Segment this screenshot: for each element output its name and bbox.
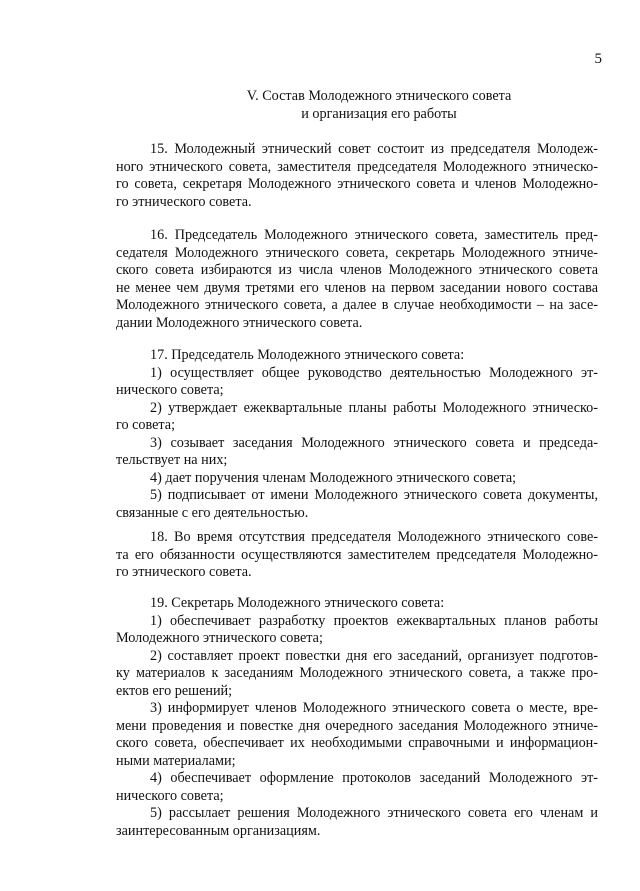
text-line: тельствует на них; bbox=[116, 452, 228, 468]
paragraph-15 bbox=[116, 141, 598, 211]
text-line: мени проведения и повестке дня очередного заседания Молодежного этниче- bbox=[116, 717, 598, 734]
text-line: ского совета избираются из числа членов Молодежного этнического совета bbox=[116, 262, 598, 278]
text-line: 1) обеспечивает разработку проектов ежеквартальных планов работы bbox=[150, 612, 598, 629]
text-line: ного этнического совета, заместителя председателя Молодежного этническо- bbox=[116, 158, 598, 175]
text-line: та его обязанности осуществляются заместителем председателя Молодежно- bbox=[116, 546, 598, 563]
section-title-line: и организация его работы bbox=[301, 105, 457, 122]
page-number: 5 bbox=[594, 51, 602, 67]
text-line: 3) информирует членов Молодежного этнического совета о месте, вре- bbox=[150, 700, 598, 716]
text-line: нического совета; bbox=[116, 382, 224, 398]
text-line: 15. Молодежный этнический совет состоит из председателя Молодеж- bbox=[150, 141, 598, 157]
text-line: ектов его решений; bbox=[116, 682, 233, 699]
text-line: дании Молодежного этнического совета. bbox=[116, 314, 363, 331]
text-line: седателя Молодежного этнического совета, секретарь Молодежного этниче- bbox=[116, 244, 598, 261]
text-line: ку материалов к заседаниям Молодежного этнического совета, а также про- bbox=[116, 665, 598, 681]
text-line: заинтересованным организациям. bbox=[116, 822, 321, 839]
text-line: го этнического совета. bbox=[116, 564, 252, 580]
text-line: го совета; bbox=[116, 417, 176, 433]
text-line: 16. Председатель Молодежного этнического совета, заместитель пред- bbox=[150, 227, 598, 243]
paragraph-17 bbox=[116, 347, 598, 522]
text-line: 1) осуществляет общее руководство деятельностью Молодежного эт- bbox=[150, 364, 598, 381]
text-line: 3) созывает заседания Молодежного этнического совета и председа- bbox=[150, 434, 598, 451]
text-line: 5) рассылает решения Молодежного этнического совета его членам и bbox=[150, 805, 598, 821]
text-line: 2) утверждает ежеквартальные планы работы Молодежного этническо- bbox=[150, 399, 598, 416]
text-line: не менее чем двумя третями его членов на первом заседании нового состава bbox=[116, 279, 598, 296]
paragraph-18 bbox=[116, 529, 598, 582]
text-line: 2) составляет проект повестки дня его заседаний, организует подготов- bbox=[150, 647, 598, 664]
text-line: 4) обеспечивает оформление протоколов заседаний Молодежного эт- bbox=[150, 770, 598, 786]
text-line: 17. Председатель Молодежного этнического совета: bbox=[150, 347, 465, 363]
text-line: 4) дает поручения членам Молодежного этнического совета; bbox=[150, 469, 517, 486]
text-line: Молодежного этнического совета, а далее в случае необходимости – на засе- bbox=[116, 297, 598, 313]
text-line: ского совета, обеспечивает их необходимыми справочными и информацион- bbox=[116, 735, 598, 751]
text-line: ными материалами; bbox=[116, 752, 236, 769]
text-line: го этнического совета. bbox=[116, 193, 252, 210]
section-title-line: V. Состав Молодежного этнического совета bbox=[246, 88, 512, 104]
paragraph-16 bbox=[116, 227, 598, 332]
section-title bbox=[0, 88, 640, 123]
text-line: связанные с его деятельностью. bbox=[116, 504, 309, 521]
text-line: го совета, секретаря Молодежного этнического совета и членов Молодежно- bbox=[116, 176, 598, 192]
text-line: 18. Во время отсутствия председателя Молодежного этнического сове- bbox=[150, 529, 598, 545]
text-line: Молодежного этнического совета; bbox=[116, 630, 323, 646]
text-line: 5) подписывает от имени Молодежного этнического совета документы, bbox=[150, 487, 598, 503]
paragraph-19 bbox=[116, 595, 598, 840]
text-line: нического совета; bbox=[116, 787, 224, 804]
text-line: 19. Секретарь Молодежного этнического совета: bbox=[150, 595, 445, 611]
